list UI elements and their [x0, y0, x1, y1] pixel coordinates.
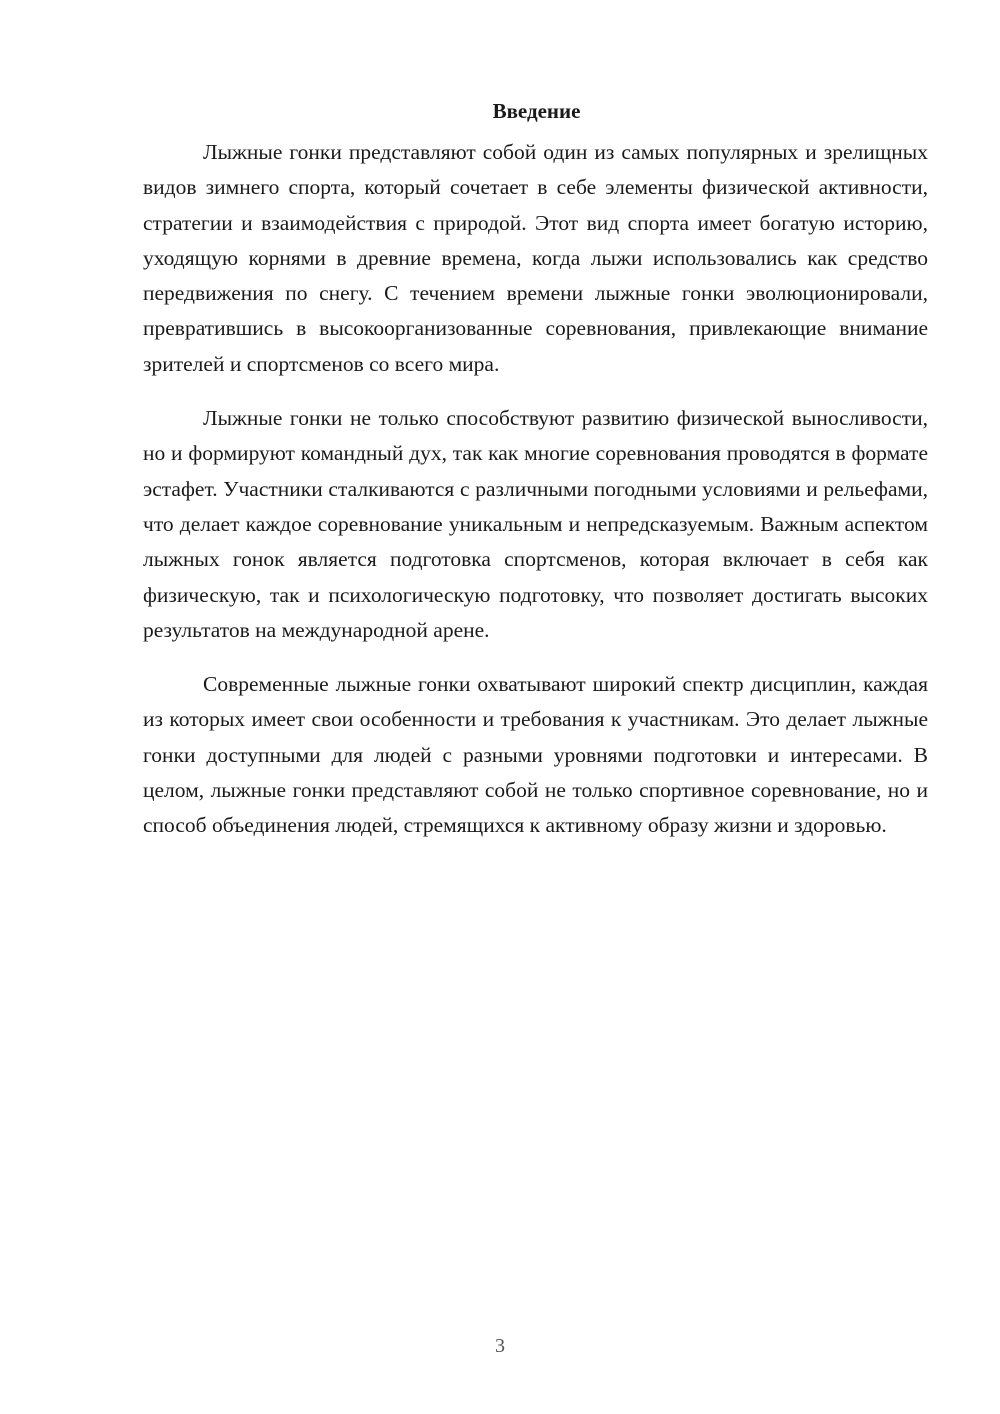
paragraph-1: Лыжные гонки представляют собой один из самых популярных и зрелищных видов зимнего спорта, который сочетает в себе элементы физической активности, стратегии и взаимодействия с природой. Этот вид спорта имеет богатую историю, уходящую корнями в древние времена, когда лыжи использовались как средство передвижения по снегу. С течением времени лыжные гонки эволюционировали, превратившись в высокоорганизованные соревнования, привлекающие внимание зрителей и спортсменов со всего мира.	[143, 140, 928, 376]
paragraph-3: Современные лыжные гонки охватывают широкий спектр дисциплин, каждая из которых имеет свои особенности и требования к участникам. Это делает лыжные гонки доступными для людей с разными уровнями подготовки и интересами. В целом, лыжные гонки представляют собой не только спортивное соревнование, но и способ объединения людей, стремящихся к активному образу жизни и здоровью.	[143, 672, 928, 838]
paragraph-2: Лыжные гонки не только способствуют развитию физической выносливости, но и формируют командный дух, так как многие соревнования проводятся в формате эстафет. Участники сталкиваются с различными погодными условиями и рельефами, что делает каждое соревнование уникальным и непредсказуемым. Важным аспектом лыжных гонок является подготовка спортсменов, которая включает в себя как физическую, так и психологическую подготовку, что позволяет достигать высоких результатов на международной арене.	[143, 406, 928, 642]
document-page	[143, 96, 928, 863]
section-title: Введение	[492, 99, 581, 123]
page-number: 3	[495, 1335, 505, 1357]
